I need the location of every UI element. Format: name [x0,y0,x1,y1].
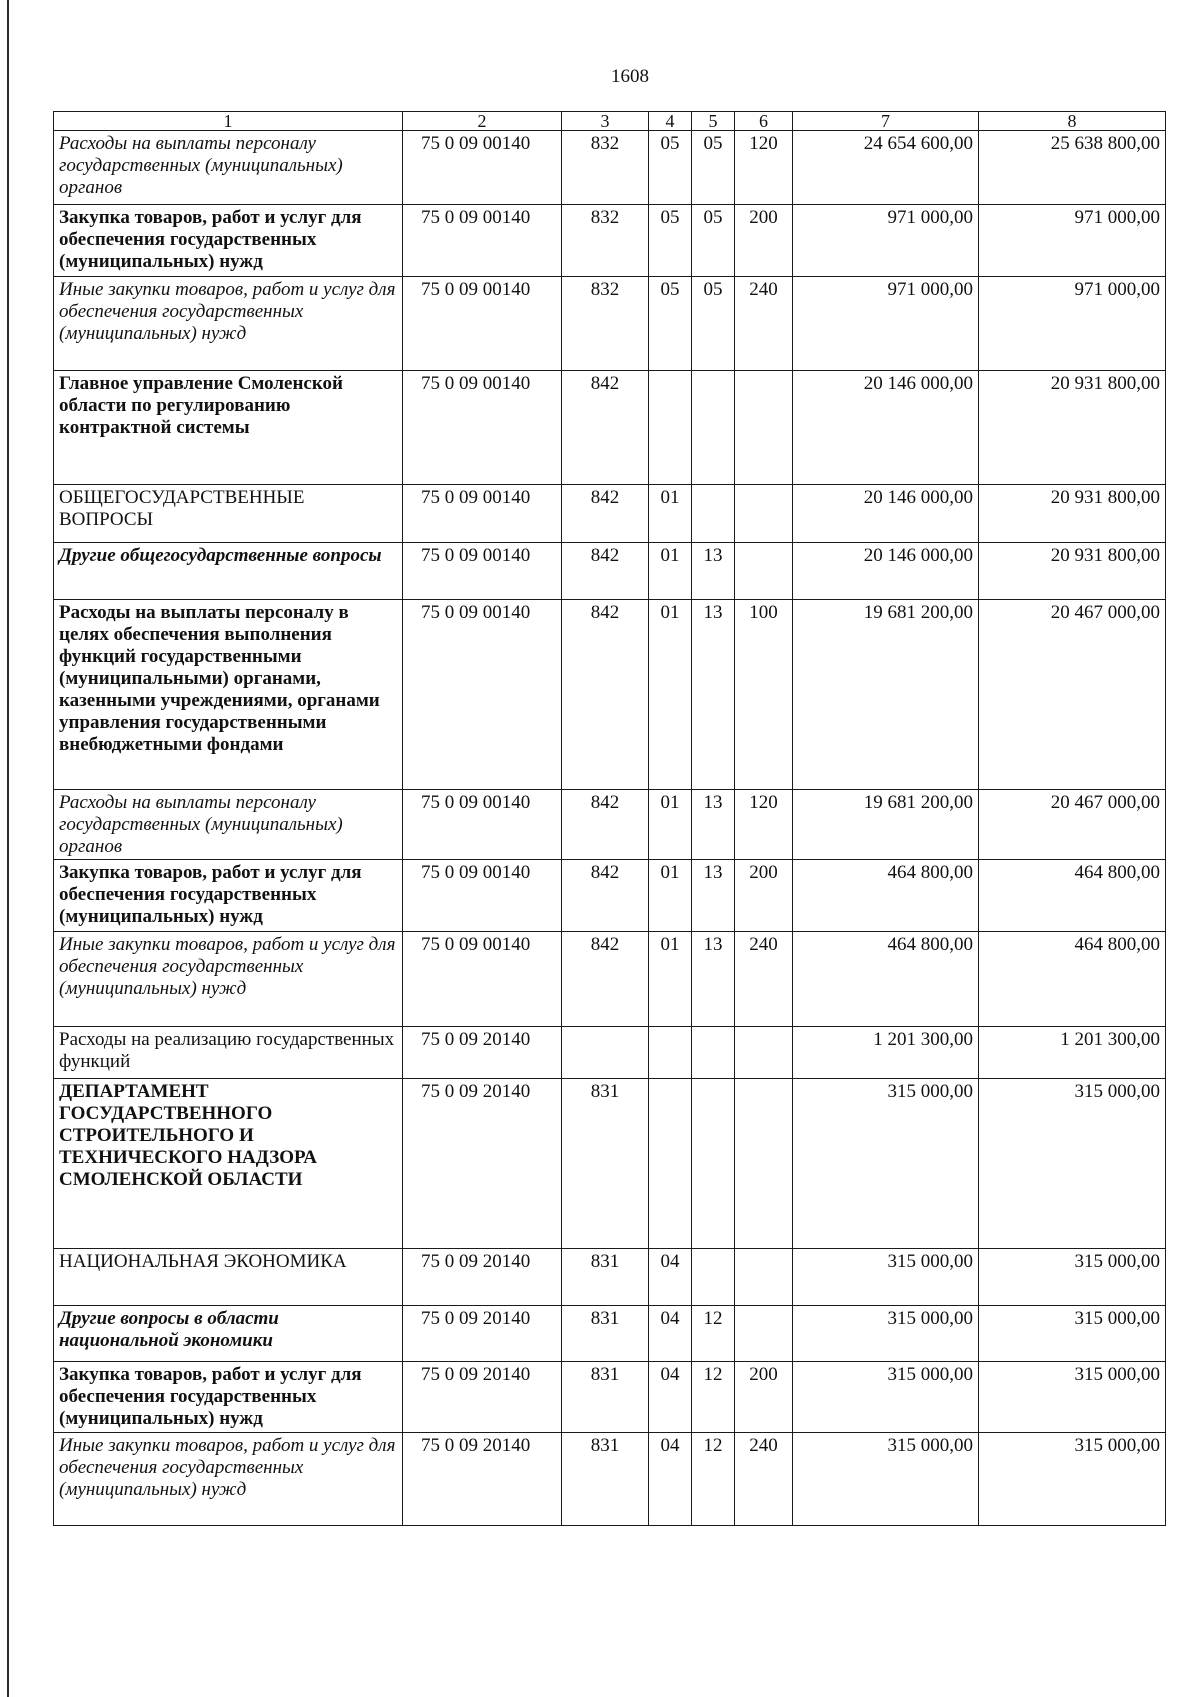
amount-year-2: 20 931 800,00 [979,371,1166,485]
row-name: Закупка товаров, работ и услуг для обеспечения государственных (муниципальных) нужд [54,860,403,932]
subsection-code: 05 [692,277,735,371]
section-code: 04 [649,1433,692,1526]
table-row [54,1027,1166,1079]
expense-type-code: 240 [735,1433,793,1526]
expense-type-code [735,371,793,485]
expense-type-code [735,543,793,600]
section-code: 05 [649,131,692,205]
table-row [54,1249,1166,1306]
target-code: 75 0 09 00140 [403,205,562,277]
section-code: 01 [649,790,692,860]
scan-edge [7,0,9,1697]
row-name: Главное управление Смоленской области по регулированию контрактной системы [54,371,403,485]
row-name: Другие общегосударственные вопросы [54,543,403,600]
section-code: 01 [649,932,692,1027]
expense-type-code: 240 [735,277,793,371]
section-code: 04 [649,1362,692,1433]
row-name: Расходы на выплаты персоналу государственных (муниципальных) органов [54,131,403,205]
subsection-code: 13 [692,543,735,600]
ministry-code: 831 [562,1249,649,1306]
ministry-code [562,1027,649,1079]
column-header: 6 [735,112,793,131]
table-row [54,485,1166,543]
row-name: ОБЩЕГОСУДАРСТВЕННЫЕ ВОПРОСЫ [54,485,403,543]
ministry-code: 831 [562,1306,649,1362]
subsection-code: 12 [692,1362,735,1433]
amount-year-1: 971 000,00 [793,205,979,277]
row-name: Иные закупки товаров, работ и услуг для обеспечения государственных (муниципальных) нужд [54,277,403,371]
amount-year-1: 464 800,00 [793,860,979,932]
expense-type-code: 100 [735,600,793,790]
row-name: Расходы на выплаты персоналу в целях обеспечения выполнения функций государственными (муниципальными) органами, казенными учреждениями, органами управления государственными внебюджетными фондами [54,600,403,790]
section-code: 04 [649,1249,692,1306]
target-code: 75 0 09 00140 [403,485,562,543]
subsection-code: 13 [692,932,735,1027]
subsection-code [692,1079,735,1249]
subsection-code [692,371,735,485]
amount-year-2: 315 000,00 [979,1362,1166,1433]
table-row [54,1306,1166,1362]
table-row [54,932,1166,1027]
section-code: 01 [649,600,692,790]
expense-type-code [735,485,793,543]
expense-type-code: 240 [735,932,793,1027]
subsection-code: 12 [692,1433,735,1526]
subsection-code [692,1249,735,1306]
expense-type-code: 120 [735,790,793,860]
target-code: 75 0 09 00140 [403,371,562,485]
expense-type-code: 200 [735,205,793,277]
amount-year-1: 20 146 000,00 [793,543,979,600]
amount-year-2: 315 000,00 [979,1433,1166,1526]
expense-type-code [735,1079,793,1249]
ministry-code: 832 [562,205,649,277]
expense-type-code [735,1249,793,1306]
target-code: 75 0 09 20140 [403,1079,562,1249]
column-header: 8 [979,112,1166,131]
subsection-code: 13 [692,600,735,790]
amount-year-1: 19 681 200,00 [793,600,979,790]
amount-year-2: 315 000,00 [979,1249,1166,1306]
section-code: 01 [649,543,692,600]
table-row [54,543,1166,600]
table-row [54,1362,1166,1433]
section-code [649,1079,692,1249]
ministry-code: 842 [562,790,649,860]
amount-year-1: 315 000,00 [793,1362,979,1433]
ministry-code: 842 [562,371,649,485]
expense-type-code [735,1306,793,1362]
table-body [54,131,1166,1526]
ministry-code: 842 [562,485,649,543]
amount-year-1: 20 146 000,00 [793,371,979,485]
section-code: 05 [649,205,692,277]
row-name: Иные закупки товаров, работ и услуг для обеспечения государственных (муниципальных) нужд [54,932,403,1027]
amount-year-1: 971 000,00 [793,277,979,371]
ministry-code: 842 [562,543,649,600]
table-row [54,131,1166,205]
subsection-code [692,485,735,543]
expense-type-code [735,1027,793,1079]
ministry-code: 831 [562,1433,649,1526]
ministry-code: 842 [562,932,649,1027]
amount-year-1: 315 000,00 [793,1249,979,1306]
row-name: НАЦИОНАЛЬНАЯ ЭКОНОМИКА [54,1249,403,1306]
column-header: 7 [793,112,979,131]
row-name: Иные закупки товаров, работ и услуг для обеспечения государственных (муниципальных) нужд [54,1433,403,1526]
subsection-code: 13 [692,790,735,860]
expense-type-code: 200 [735,1362,793,1433]
target-code: 75 0 09 00140 [403,790,562,860]
subsection-code: 13 [692,860,735,932]
expense-type-code: 120 [735,131,793,205]
target-code: 75 0 09 20140 [403,1433,562,1526]
amount-year-1: 19 681 200,00 [793,790,979,860]
row-name: Расходы на реализацию государственных функций [54,1027,403,1079]
subsection-code: 12 [692,1306,735,1362]
amount-year-2: 25 638 800,00 [979,131,1166,205]
column-header: 3 [562,112,649,131]
section-code: 01 [649,860,692,932]
table-row [54,860,1166,932]
target-code: 75 0 09 00140 [403,860,562,932]
row-name: Закупка товаров, работ и услуг для обеспечения государственных (муниципальных) нужд [54,205,403,277]
section-code: 01 [649,485,692,543]
amount-year-2: 971 000,00 [979,277,1166,371]
target-code: 75 0 09 00140 [403,131,562,205]
amount-year-2: 464 800,00 [979,860,1166,932]
budget-table [53,111,1166,1526]
column-header: 5 [692,112,735,131]
target-code: 75 0 09 20140 [403,1306,562,1362]
amount-year-1: 315 000,00 [793,1306,979,1362]
page-number: 1608 [611,66,649,87]
subsection-code: 05 [692,205,735,277]
column-header: 4 [649,112,692,131]
ministry-code: 831 [562,1079,649,1249]
section-code [649,1027,692,1079]
ministry-code: 842 [562,600,649,790]
target-code: 75 0 09 20140 [403,1027,562,1079]
table-row [54,371,1166,485]
expense-type-code: 200 [735,860,793,932]
column-header: 2 [403,112,562,131]
row-name: ДЕПАРТАМЕНТ ГОСУДАРСТВЕННОГО СТРОИТЕЛЬНОГО И ТЕХНИЧЕСКОГО НАДЗОРА СМОЛЕНСКОЙ ОБЛАСТИ [54,1079,403,1249]
target-code: 75 0 09 20140 [403,1249,562,1306]
section-code: 04 [649,1306,692,1362]
table-row [54,1433,1166,1526]
amount-year-1: 24 654 600,00 [793,131,979,205]
column-header: 1 [54,112,403,131]
amount-year-1: 1 201 300,00 [793,1027,979,1079]
ministry-code: 832 [562,277,649,371]
amount-year-2: 971 000,00 [979,205,1166,277]
subsection-code: 05 [692,131,735,205]
row-name: Расходы на выплаты персоналу государственных (муниципальных) органов [54,790,403,860]
ministry-code: 842 [562,860,649,932]
ministry-code: 832 [562,131,649,205]
target-code: 75 0 09 20140 [403,1362,562,1433]
subsection-code [692,1027,735,1079]
amount-year-2: 20 467 000,00 [979,600,1166,790]
amount-year-1: 20 146 000,00 [793,485,979,543]
section-code: 05 [649,277,692,371]
table-row [54,790,1166,860]
header-row [54,112,1166,131]
amount-year-2: 20 467 000,00 [979,790,1166,860]
table-row [54,205,1166,277]
amount-year-1: 464 800,00 [793,932,979,1027]
row-name: Другие вопросы в области национальной экономики [54,1306,403,1362]
target-code: 75 0 09 00140 [403,932,562,1027]
amount-year-1: 315 000,00 [793,1079,979,1249]
ministry-code: 831 [562,1362,649,1433]
row-name: Закупка товаров, работ и услуг для обеспечения государственных (муниципальных) нужд [54,1362,403,1433]
amount-year-2: 20 931 800,00 [979,543,1166,600]
amount-year-1: 315 000,00 [793,1433,979,1526]
amount-year-2: 315 000,00 [979,1079,1166,1249]
amount-year-2: 464 800,00 [979,932,1166,1027]
section-code [649,371,692,485]
amount-year-2: 315 000,00 [979,1306,1166,1362]
target-code: 75 0 09 00140 [403,543,562,600]
target-code: 75 0 09 00140 [403,277,562,371]
amount-year-2: 1 201 300,00 [979,1027,1166,1079]
table-row [54,277,1166,371]
target-code: 75 0 09 00140 [403,600,562,790]
table-row [54,600,1166,790]
table-row [54,1079,1166,1249]
amount-year-2: 20 931 800,00 [979,485,1166,543]
